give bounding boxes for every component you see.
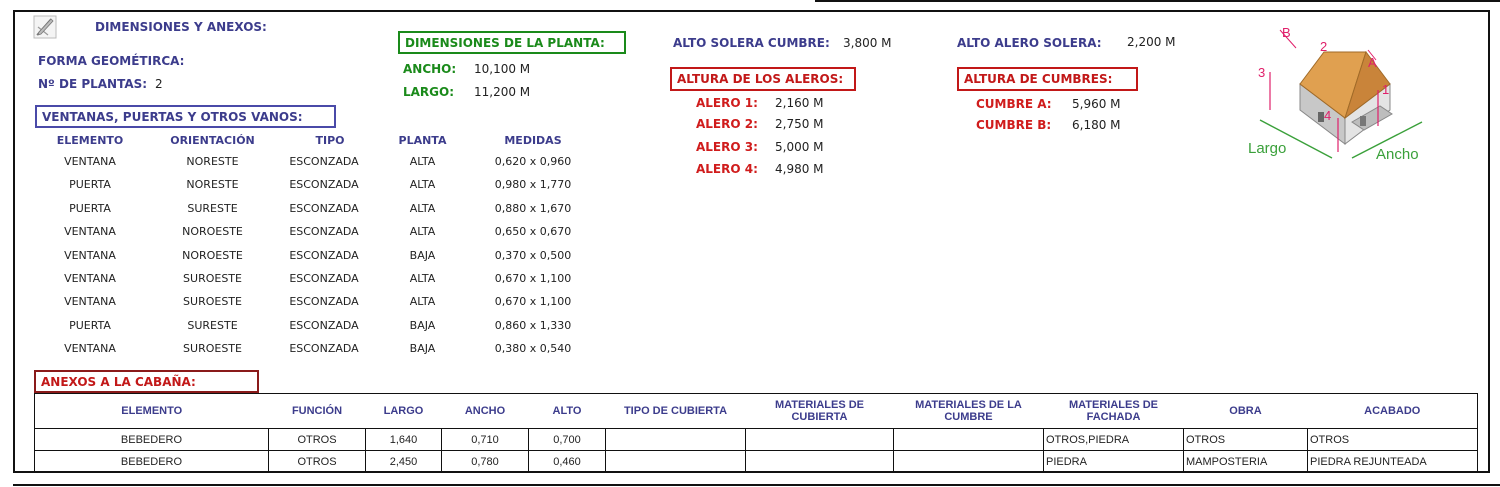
vanos-cell-planta: ALTA [409, 155, 436, 168]
vanos-cell-medidas: 0,380 x 0,540 [494, 342, 572, 356]
aleros-title: ALTURA DE LOS ALEROS: [677, 72, 844, 86]
anexos-cell: 0,710 [442, 429, 529, 451]
vanos-cell-medidas: 0,370 x 0,500 [494, 248, 572, 262]
vanos-cell-elemento: VENTANA [64, 248, 116, 262]
vanos-col-elemento: ELEMENTO [56, 134, 124, 147]
vanos-cell-elemento: PUERTA [69, 201, 111, 215]
section-title: DIMENSIONES Y ANEXOS: [95, 20, 267, 34]
vanos-cell-medidas: 0,670 x 1,100 [494, 272, 572, 285]
vanos-cell-tipo: ESCONZADA [289, 342, 359, 356]
vanos-cell-medidas: 0,620 x 0,960 [494, 155, 572, 168]
vanos-col-planta: PLANTA [398, 134, 447, 147]
diagram-label-3: 3 [1258, 65, 1266, 80]
diagram-label-ancho: Ancho [1376, 146, 1419, 163]
drafting-tools-icon [33, 15, 57, 43]
plantas-label: Nº DE PLANTAS: [38, 77, 148, 91]
anexos-col-funcion: FUNCIÓN [291, 405, 343, 417]
anexos-cell [746, 451, 894, 473]
vanos-col-orientacion: ORIENTACIÓN [170, 134, 255, 147]
diagram-label-4: 4 [1324, 108, 1332, 123]
cumbres-title-box [957, 67, 1138, 91]
anexos-col-alto: ALTO [552, 405, 582, 417]
largo-value: 11,200 M [474, 85, 531, 99]
alto-alero-solera-label: ALTO ALERO SOLERA: [957, 36, 1102, 50]
diagram-label-2: 2 [1320, 39, 1328, 54]
alero-1-value: 2,160 M [775, 96, 824, 110]
vanos-cell-elemento: PUERTA [69, 178, 111, 192]
vanos-cell-elemento: VENTANA [64, 225, 116, 239]
vanos-cell-planta: BAJA [409, 248, 436, 262]
vanos-cell-tipo: ESCONZADA [289, 295, 359, 309]
anexos-cell: 1,640 [366, 429, 442, 451]
alero-3-label: ALERO 3: [696, 140, 758, 154]
cumbre-a-label: CUMBRE A: [976, 97, 1052, 111]
anexos-col-acabado: ACABADO [1364, 405, 1421, 417]
vanos-cell-orientacion: SURESTE [187, 318, 238, 332]
ancho-label: ANCHO: [403, 62, 457, 76]
vanos-cell-medidas: 0,650 x 0,670 [494, 225, 572, 239]
planta-title: DIMENSIONES DE LA PLANTA: [405, 36, 605, 50]
anexos-table [34, 393, 1478, 473]
top-rule [815, 0, 1500, 2]
vanos-title-box [35, 105, 336, 128]
anexos-cell [606, 451, 746, 473]
vanos-cell-planta: BAJA [409, 318, 436, 332]
diagram-label-largo: Largo [1248, 140, 1287, 157]
vanos-cell-planta: ALTA [409, 295, 436, 309]
anexos-title-box [34, 370, 259, 393]
vanos-cell-tipo: ESCONZADA [289, 272, 359, 285]
vanos-cell-planta: BAJA [409, 342, 436, 356]
alto-solera-cumbre-value: 3,800 M [843, 36, 892, 50]
anexos-cell [746, 429, 894, 451]
alto-alero-solera-value: 2,200 M [1127, 35, 1176, 49]
vanos-cell-elemento: VENTANA [64, 272, 116, 285]
vanos-cell-elemento: VENTANA [64, 342, 116, 356]
alero-1-label: ALERO 1: [696, 96, 758, 110]
anexos-cell: OTROS [1308, 429, 1478, 451]
cumbre-b-value: 6,180 M [1072, 118, 1121, 132]
alero-2-value: 2,750 M [775, 117, 824, 131]
cumbre-b-label: CUMBRE B: [976, 118, 1052, 132]
vanos-cell-elemento: VENTANA [64, 155, 116, 168]
largo-label: LARGO: [403, 85, 455, 99]
anexos-cell: 2,450 [366, 451, 442, 473]
vanos-cell-planta: ALTA [409, 272, 436, 285]
anexos-cell: OTROS [269, 451, 366, 473]
planta-title-box [398, 31, 626, 54]
vanos-cell-tipo: ESCONZADA [289, 201, 359, 215]
vanos-cell-medidas: 0,880 x 1,670 [494, 201, 572, 215]
anexos-row [35, 429, 1478, 451]
anexos-col-materiales-fachada: MATERIALES DE FACHADA [1068, 399, 1159, 423]
anexos-col-materiales-cubierta: MATERIALES DE CUBIERTA [774, 399, 865, 423]
vanos-cell-tipo: ESCONZADA [289, 155, 359, 168]
alero-3-value: 5,000 M [775, 140, 824, 154]
anexos-cell: OTROS [269, 429, 366, 451]
vanos-cell-orientacion: SUROESTE [183, 342, 242, 356]
vanos-cell-tipo: ESCONZADA [289, 318, 359, 332]
anexos-cell: MAMPOSTERIA [1184, 451, 1308, 473]
vanos-cell-tipo: ESCONZADA [289, 248, 359, 262]
vanos-cell-planta: ALTA [409, 225, 436, 239]
anexos-col-materiales-cumbre: MATERIALES DE LA CUMBRE [915, 399, 1022, 423]
diagram-label-1: 1 [1382, 82, 1390, 97]
anexos-cell: PIEDRA REJUNTEADA [1308, 451, 1478, 473]
vanos-cell-elemento: VENTANA [64, 295, 116, 309]
alero-4-label: ALERO 4: [696, 162, 758, 176]
forma-geometrica-label: FORMA GEOMÉTIRCA: [38, 54, 185, 68]
anexos-col-ancho: ANCHO [464, 405, 506, 417]
anexos-col-tipo-cubierta: TIPO DE CUBIERTA [623, 405, 728, 417]
vanos-cell-orientacion: SURESTE [187, 201, 238, 215]
vanos-cell-orientacion: NOROESTE [182, 248, 243, 262]
vanos-title: VENTANAS, PUERTAS Y OTROS VANOS: [42, 110, 303, 124]
vanos-cell-orientacion: NORESTE [186, 178, 239, 192]
vanos-cell-tipo: ESCONZADA [289, 178, 359, 192]
diagram-label-b: B [1282, 25, 1291, 40]
anexos-col-largo: LARGO [383, 405, 424, 417]
vanos-cell-orientacion: NORESTE [186, 155, 239, 168]
diagram-label-a: A [1368, 55, 1377, 70]
anexos-cell: PIEDRA [1044, 451, 1184, 473]
anexos-cell: OTROS,PIEDRA [1044, 429, 1184, 451]
anexos-cell: 0,460 [529, 451, 606, 473]
vanos-cell-tipo: ESCONZADA [289, 225, 359, 239]
vanos-cell-medidas: 0,980 x 1,770 [494, 178, 572, 192]
vanos-cell-elemento: PUERTA [69, 318, 111, 332]
vanos-cell-medidas: 0,670 x 1,100 [494, 295, 572, 309]
bottom-rule [13, 484, 1500, 486]
anexos-cell: 0,780 [442, 451, 529, 473]
anexos-cell [894, 451, 1044, 473]
aleros-title-box [670, 67, 856, 91]
anexos-cell: 0,700 [529, 429, 606, 451]
cumbres-title: ALTURA DE CUMBRES: [964, 72, 1113, 86]
anexos-row [35, 451, 1478, 473]
anexos-cell [606, 429, 746, 451]
vanos-col-medidas: MEDIDAS [504, 134, 562, 147]
vanos-cell-orientacion: SUROESTE [183, 295, 242, 309]
alto-solera-cumbre-label: ALTO SOLERA CUMBRE: [673, 36, 830, 50]
vanos-cell-planta: ALTA [409, 201, 436, 215]
alero-4-value: 4,980 M [775, 162, 824, 176]
anexos-title: ANEXOS A LA CABAÑA: [41, 375, 196, 389]
anexos-col-obra: OBRA [1229, 405, 1262, 417]
house-diagram [1240, 22, 1440, 167]
anexos-cell: OTROS [1184, 429, 1308, 451]
anexos-cell: BEBEDERO [35, 429, 269, 451]
cumbre-a-value: 5,960 M [1072, 97, 1121, 111]
vanos-cell-orientacion: SUROESTE [183, 272, 242, 285]
vanos-cell-orientacion: NOROESTE [182, 225, 243, 239]
vanos-cell-planta: ALTA [409, 178, 436, 192]
anexos-col-elemento: ELEMENTO [121, 405, 183, 417]
vanos-col-tipo: TIPO [315, 134, 345, 147]
anexos-cell [894, 429, 1044, 451]
plantas-value: 2 [155, 77, 163, 91]
anexos-header-row [35, 394, 1478, 429]
anexos-cell: BEBEDERO [35, 451, 269, 473]
vanos-cell-medidas: 0,860 x 1,330 [494, 318, 572, 332]
ancho-value: 10,100 M [474, 62, 531, 76]
alero-2-label: ALERO 2: [696, 117, 758, 131]
